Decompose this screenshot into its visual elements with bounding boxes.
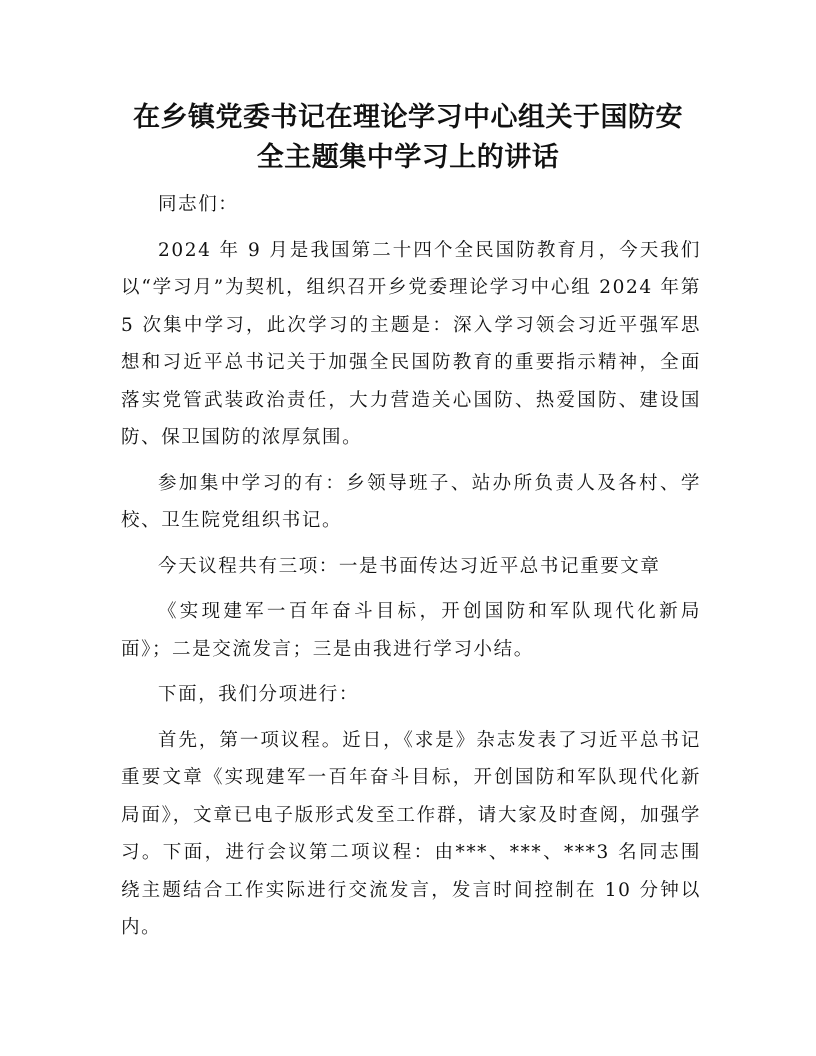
- salutation: 同志们：: [158, 194, 239, 215]
- title-line-1: 在乡镇党委书记在理论学习中心组关于国防安: [133, 102, 683, 133]
- paragraph-proceed: 下面，我们分项进行：: [158, 684, 360, 705]
- paragraph-agenda-continued: 《实现建军一百年奋斗目标，开创国防和军队现代化新局面》；二是交流发言；三是由我进行学习小结。: [121, 601, 701, 660]
- paragraph-attendees: 参加集中学习的有：乡领导班子、站办所负责人及各村、学校、卫生院党组织书记。: [121, 472, 701, 531]
- paragraph-first-item: 首先，第一项议程。近日，《求是》杂志发表了习近平总书记重要文章《实现建军一百年奋斗目标，开创国防和军队现代化新局面》，文章已电子版形式发至工作群，请大家及时查阅，加强学习。下面，进行会议第二项议程：由***、***、***3 名同志围绕主题结合工作实际进行交流发言，发言时间控制在 10 分钟以内。: [121, 729, 701, 938]
- paragraph-intro: 2024 年 9 月是我国第二十四个全民国防教育月，今天我们以“学习月”为契机，组织召开乡党委理论学习中心组 2024 年第 5 次集中学习，此次学习的主题是：深入学习领会习近平强军思想和习近平总书记关于加强全民国防教育的重要指示精神，全面落实党管武装政治责任，大力营造关心国防、热爱国防、建设国防、保卫国防的浓厚氛围。: [121, 239, 701, 448]
- title-line-2: 全主题集中学习上的讲话: [256, 142, 560, 173]
- document-body: [121, 186, 701, 955]
- document-title: [100, 98, 716, 178]
- paragraph-agenda: 今天议程共有三项：一是书面传达习近平总书记重要文章: [158, 555, 661, 577]
